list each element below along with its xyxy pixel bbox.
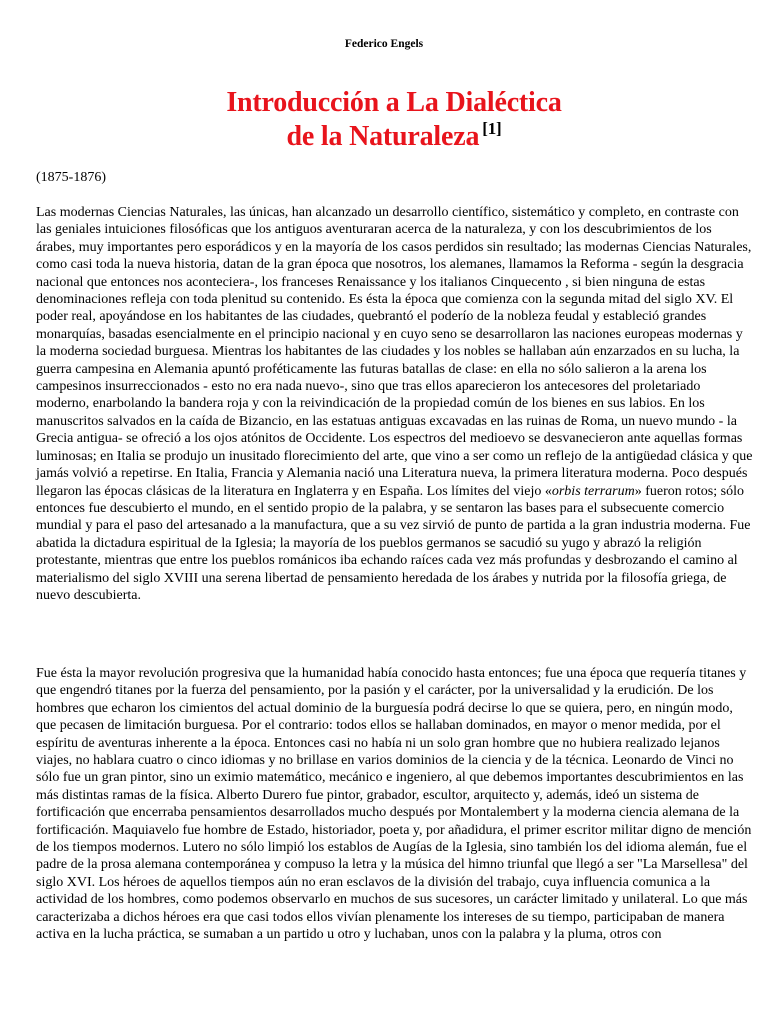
title-line-2 xyxy=(0,120,768,154)
paragraph-1-italic-phrase: orbis terrarum xyxy=(551,483,635,499)
title-line-2-text: de la Naturaleza xyxy=(286,121,480,152)
footnote-reference-link[interactable]: [1] xyxy=(482,119,502,138)
body-paragraph-1 xyxy=(36,204,754,604)
body-paragraph-2: Fue ésta la mayor revolución progresiva que la humanidad había conocido hasta entonces; fue una época que requería titanes y que engendró titanes por la fuerza del pensamiento, por la pasión y el carácter, por la universalidad y la erudición. De los hombres que echaron los cimientos del actual dominio de la burguesía podrá decirse lo que se quiera, pero, en ningún modo, que pecasen de limitación burguesa. Por el contrario: todos ellos se hallaban dominados, en mayor o menor medida, por el espíritu de aventuras inherente a la época. Entonces casi no había ni un solo gran hombre que no hubiera realizado lejanos viajes, no hablara cuatro o cinco idiomas y no brillase en varios dominios de la ciencia y de la técnica. Leonardo de Vinci no sólo fue un gran pintor, sino un eximio matemático, mecánico e ingeniero, al que debemos importantes descubrimientos en las más distintas ramas de la física. Alberto Durero fue pintor, grabador, escultor, arquitecto y, además, ideó un sistema de fortificación que encerraba pensamientos desarrollados mucho después por Montalembert y la moderna ciencia alemana de la fortificación. Maquiavelo fue hombre de Estado, historiador, poeta y, por añadidura, el primer escritor militar digno de mención de los tiempos modernos. Lutero no sólo limpió los establos de Augías de la Iglesia, sino también los del idioma alemán, fue el padre de la prosa alemana contemporánea y compuso la letra y la música del himno triunfal que llegó a ser "La Marsellesa" del siglo XVI. Los héroes de aquellos tiempos aún no eran esclavos de la división del trabajo, cuya influencia comunica a la actividad de los hombres, como podemos observarlo en muchos de sus sucesores, un carácter limitado y unilateral. Lo que más caracterizaba a dichos héroes era que casi todos ellos vivían plenamente los intereses de su tiempo, participaban de manera activa en la lucha práctica, se sumaban a un partido u otro y luchaban, unos con la palabra y la pluma, otros con xyxy=(36,666,752,943)
paragraph-1-text-b: » fueron rotos; sólo entonces fue descubierto el mundo, en el sentido propio de la palabra, y se sentaron las bases para el subsecuente comercio mundial y para el paso del artesanado a la manufactura, que a su vez sirvió de punto de partida a la gran industria moderna. Fue abatida la dictadura espiritual de la Iglesia; la mayoría de los pueblos germanos se sacudió su yugo y abrazó la religión protestante, mientras que entre los pueblos románicos iba echando raíces cada vez más profundas y desbrozando el camino al materialismo del siglo XVIII una serena libertad de pensamiento heredada de los árabes y nutrida por la filosofía griega, de nuevo descubierta. xyxy=(36,483,751,603)
date-range: (1875-1876) xyxy=(36,170,106,185)
document-title xyxy=(0,86,768,154)
paragraph-1-text-a: Las modernas Ciencias Naturales, las únicas, han alcanzado un desarrollo científico, sistemático y completo, en contraste con las geniales intuiciones filosóficas que los antiguos aventuraran acerca de la naturaleza, y con los descubrimientos de los árabes, muy importantes pero esporádicos y en la mayoría de los casos perdidos sin resultado; las modernas Ciencias Naturales, como casi toda la nueva historia, datan de la gran época que nosotros, los alemanes, llamamos la Reforma - según la desgracia nacional que entonces nos aconteciera-, los franceses Renaissance y los italianos Cinquecento , si bien ninguna de estas denominaciones refleja con toda plenitud su contenido. Es ésta la época que comienza con la segunda mitad del siglo XV. El poder real, apoyándose en los habitantes de las ciudades, quebrantó el poderío de la nobleza feudal y estableció grandes monarquías, basadas esencialmente en el principio nacional y en cuyo seno se desarrollaron las naciones europeas modernas y la moderna sociedad burguesa. Mientras los habitantes de las ciudades y los nobles se hallaban aún enzarzados en su lucha, la guerra campesina en Alemania apuntó proféticamente las futuras batallas de clase: en ella no sólo salieron a la arena los campesinos insurreccionados - esto no era nada nuevo-, sino que tras ellos aparecieron los antecesores del proletariado moderno, enarbolando la bandera roja y con la reivindicación de la propiedad común de los bienes en sus labios. En los manuscritos salvados en la caída de Bizancio, en las estatuas antiguas excavadas en las ruinas de Roma, un nuevo mundo - la Grecia antigua- se ofreció a los ojos atónitos de Occidente. Los espectros del medioevo se desvanecieron ante aquellas formas luminosas; en Italia se produjo un inusitado florecimiento del arte, que vino a ser como un reflejo de la antigüedad clásica y que jamás volvió a repetirse. En Italia, Francia y Alemania nació una Literatura nueva, la primera literatura moderna. Poco después llegaron las épocas clásicas de la literatura en Inglaterra y en España. Los límites del viejo « xyxy=(36,205,753,499)
title-line-1: Introducción a La Dialéctica xyxy=(226,87,562,118)
author-name: Federico Engels xyxy=(344,38,424,50)
